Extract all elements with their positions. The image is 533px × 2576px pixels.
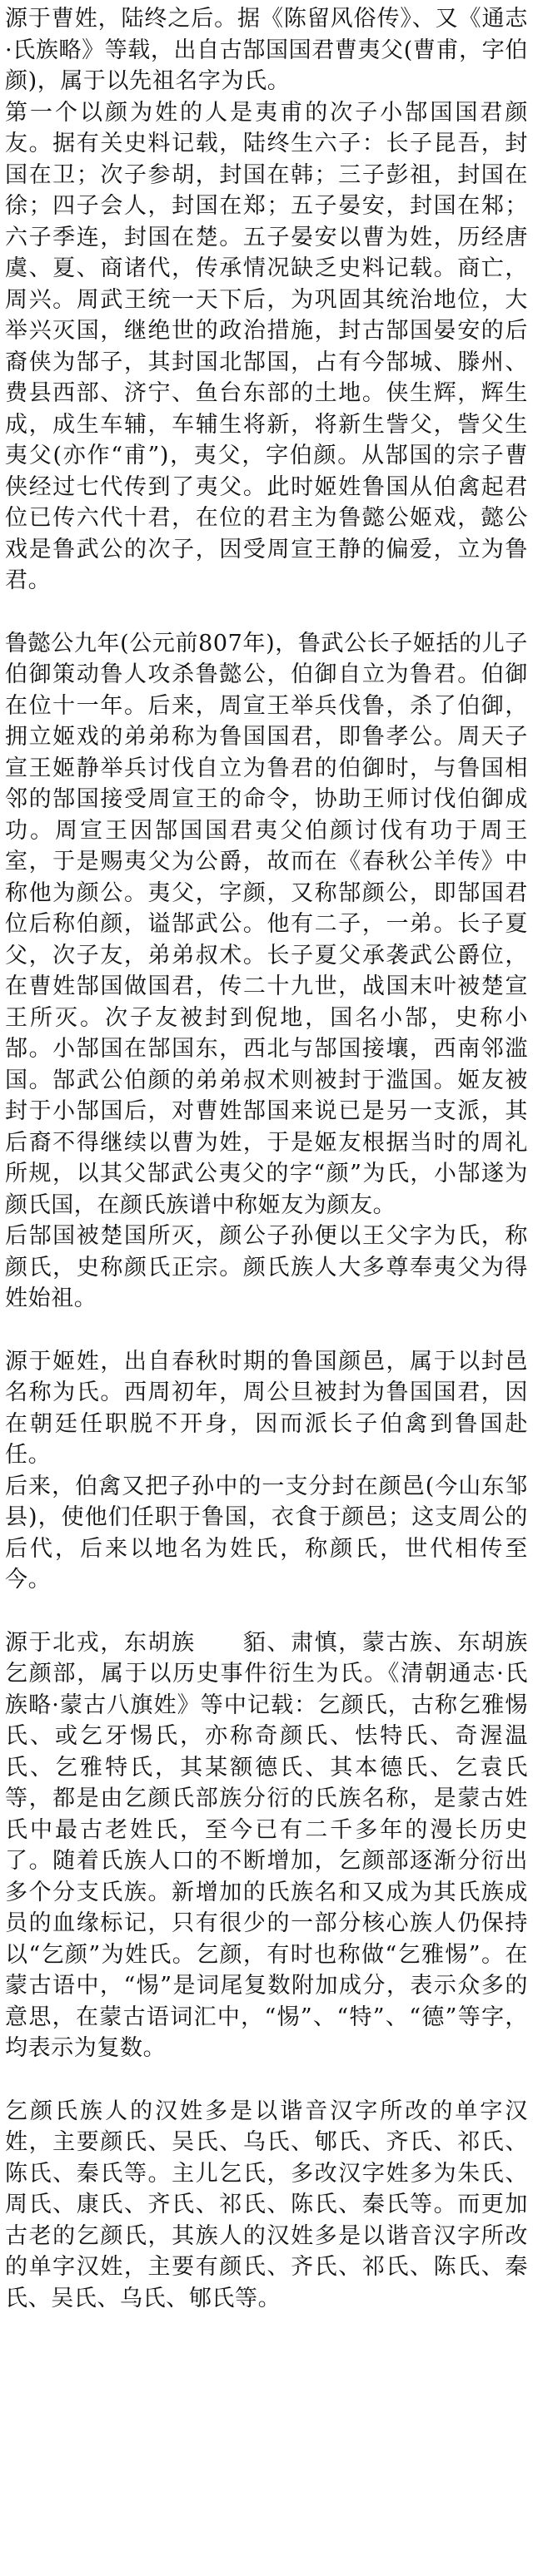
- paragraph-boqin: 后来，伯禽又把子孙中的一支分封在颜邑(今山东邹县)，使他们任职于鲁国，衣食于颜邑；这支周公的后代，后来以地名为姓氏，称颜氏，世代相传至今。: [5, 1473, 528, 1593]
- paragraph-yan-you: 第一个以颜为姓的人是夷甫的次子小郜国国君颜友。据有关史料记载，陆终生六子：长子昆吾，封国在卫；次子参胡，封国在韩；三子彭祖，封国在徐；四子会人，封国在郑；五子晏安，封国在邾；六子季连，封国在楚。五子晏安以曹为姓，历经唐虞、夏、商诸代，传承情况缺乏史料记载。商亡，周兴。周武王统一天下后，为巩固其统治地位，大举兴灭国，继绝世的政治措施，封古郜国晏安的后裔侠为郜子，其封国北郜国，占有今郜城、滕州、费县西部、济宁、鱼台东部的土地。侠生辉，辉生成，成生车辅，车辅生将新，将新生訾父，訾父生夷父(亦作“甫”)，夷父，字伯颜。从郜国的宗子曹侠经过七代传到了夷父。此时姬姓鲁国从伯禽起君位已传六代十君，在位的君主为鲁懿公姬戏，懿公戏是鲁武公的次子，因受周宣王静的偏爱，立为鲁君。: [5, 99, 528, 593]
- paragraph-gap: [5, 597, 528, 628]
- paragraph-lu-yigong: 鲁懿公九年(公元前807年)，鲁武公长子姬括的儿子伯御策动鲁人攻杀鲁懿公，伯御自立为鲁君。伯御在位十一年。后来，周宣王举兵伐鲁，杀了伯御，拥立姬戏的弟弟称为鲁国国君，即鲁孝公。周天子宣王姬静举兵讨伐自立为鲁君的伯御时，与鲁国相邻的郜国接受周宣王的命令，协助王师讨伐伯御成功。周宣王因郜国国君夷父伯颜讨伐有功于周王室，于是赐夷父为公爵，故而在《春秋公羊传》中称他为颜公。夷父，字颜，又称郜颜公，即郜国君位后称伯颜，谥郜武公。他有二子，一弟。长子夏父，次子友，弟弟叔术。长子夏父承袭武公爵位，在曹姓郜国做国君，传二十九世，战国末叶被楚宣王所灭。次子友被封到倪地，国名小郜，史称小郜。小郜国在郜国东，西北与郜国接壤，西南邻滥国。郜武公伯颜的弟弟叔术则被封于滥国。姬友被封于小郜国后，对曹姓郜国来说已是另一支派，其后裔不得继续以曹为姓，于是姬友根据当时的周礼所规，以其父郜武公夷父的字“颜”为氏，小郜遂为颜氏国，在颜氏族谱中称姬友为颜友。: [5, 630, 528, 1218]
- paragraph-qiyan-han-surnames: 乞颜氏族人的汉姓多是以谐音汉字所改的单字汉姓，主要颜氏、吴氏、乌氏、郇氏、齐氏、祁氏、陈氏、秦氏等。主儿乞氏，多改汉字姓多为朱氏、周氏、康氏、齐氏、祁氏、陈氏、秦氏等。而更加古老的乞颜氏，其族人的汉姓多是以谐音汉字所改的单字汉姓，主要有颜氏、齐氏、祁氏、陈氏、秦氏、吴氏、乌氏、郇氏等。: [5, 2098, 528, 2311]
- paragraph-gap: [5, 1315, 528, 1346]
- paragraph-yan-zhengzong: 后郜国被楚国所灭，颜公子孙便以王父字为氏，称颜氏，史称颜氏正宗。颜氏族人大多尊奉夷父为得姓始祖。: [5, 1223, 528, 1311]
- paragraph-origin-cao: 源于曹姓，陆终之后。据《陈留风俗传》、又《通志·氏族略》等载，出自古郜国国君曹夷父(曹甫，字伯颜)，属于以先祖名字为氏。: [5, 6, 528, 94]
- paragraph-gap: [5, 2064, 528, 2096]
- paragraph-gap: [5, 1596, 528, 1627]
- paragraph-origin-beirong: 源于北戎，东胡族 貊、肃慎，蒙古族、东胡族乞颜部，属于以历史事件衍生为氏。《清朝通志·氏族略·蒙古八旗姓》等中记载：乞颜氏，古称乞雅惕氏、或乞牙惕氏，亦称奇颜氏、怯特氏、奇渥温氏、乞雅特氏，其某额德氏、其本德氏、乞袁氏等，都是由乞颜氏部族分衍的氏族名称，是蒙古姓氏中最古老姓氏，至今已有二千多年的漫长历史了。随着氏族人口的不断增加，乞颜部逐渐分衍出多个分支氏族。新增加的氏族名和又成为其氏族成员的血缘标记，只有很少的一部分核心族人仍保持以“乞颜”为姓氏。乞颜，有时也称做“乞雅惕”。在蒙古语中，“惕”是词尾复数附加成分，表示众多的意思，在蒙古语词汇中，“惕”、“特”、“德”等字，均表示为复数。: [5, 1629, 528, 2061]
- paragraph-origin-ji: 源于姬姓，出自春秋时期的鲁国颜邑，属于以封邑名称为氏。西周初年，周公旦被封为鲁国国君，因在朝廷任职脱不开身，因而派长子伯禽到鲁国赴任。: [5, 1348, 528, 1468]
